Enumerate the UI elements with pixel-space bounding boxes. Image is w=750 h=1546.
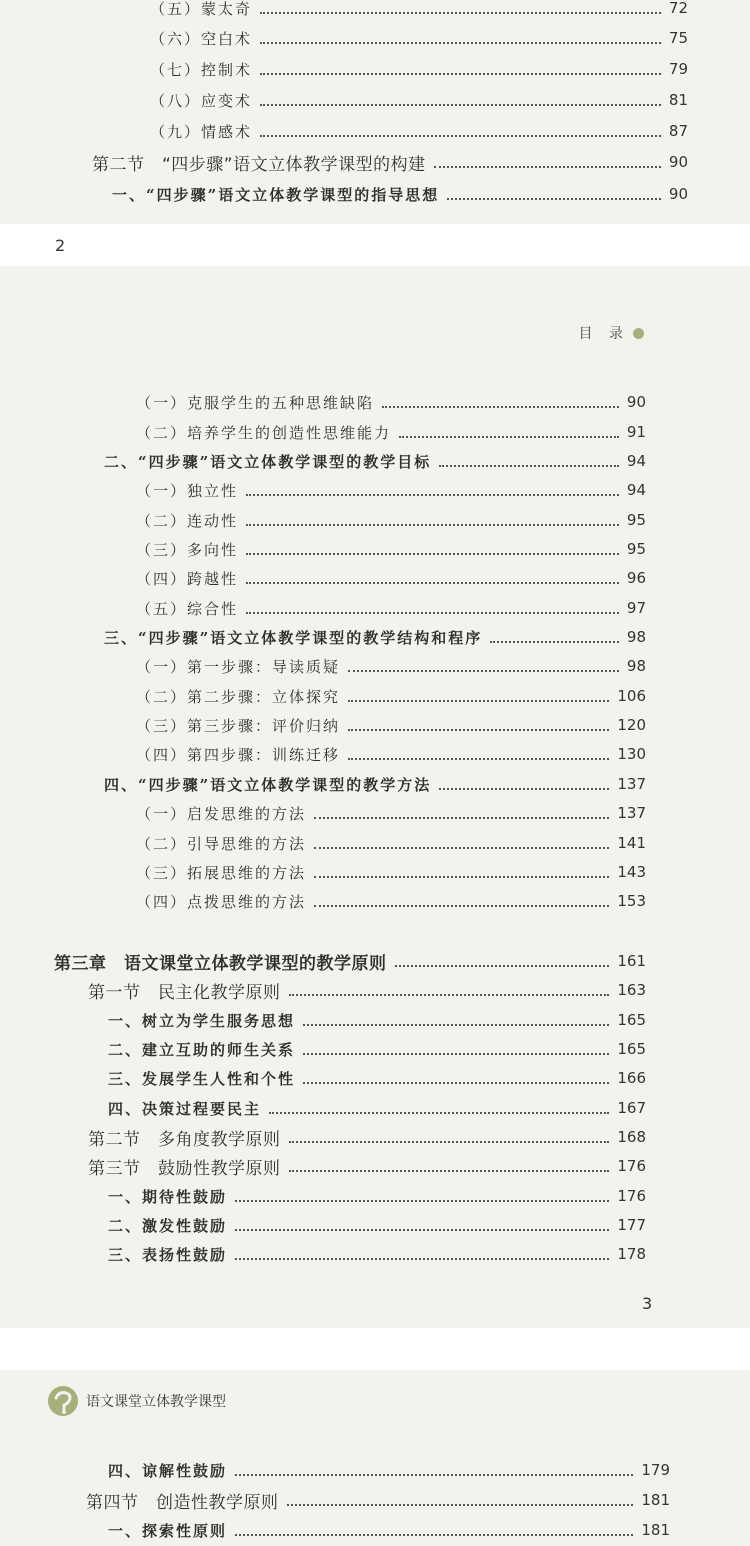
leader-dots bbox=[348, 729, 609, 731]
toc-entry-page: 91 bbox=[626, 423, 646, 441]
leader-dots bbox=[235, 1474, 633, 1476]
toc-entry-page: 106 bbox=[617, 687, 646, 705]
leader-dots bbox=[314, 847, 609, 849]
leader-dots bbox=[490, 641, 619, 643]
leader-dots bbox=[246, 553, 619, 555]
toc-entry-page: 176 bbox=[617, 1157, 646, 1175]
toc-entry-page: 178 bbox=[617, 1245, 646, 1263]
toc-entry-label: 一、“四步骤”语文立体教学课型的指导思想 bbox=[112, 185, 440, 204]
leader-dots bbox=[395, 965, 610, 967]
toc-entry-page: 177 bbox=[617, 1216, 646, 1234]
toc-entry-page: 72 bbox=[668, 0, 688, 17]
leader-dots bbox=[439, 788, 609, 790]
toc-entry-label: 一、探索性原则 bbox=[108, 1521, 228, 1540]
toc-entry[interactable] bbox=[136, 594, 646, 622]
toc-entry-label: 二、“四步骤”语文立体教学课型的教学目标 bbox=[104, 452, 432, 471]
leader-dots bbox=[348, 758, 609, 760]
toc-entry-label: 第四节 创造性教学原则 bbox=[86, 1492, 279, 1513]
toc-entry-label: （九）情感术 bbox=[150, 122, 253, 141]
toc-entry-label: （一）克服学生的五种思维缺陷 bbox=[136, 393, 375, 412]
toc-entry-label: 第一节 民主化教学原则 bbox=[88, 982, 281, 1003]
toc-entry[interactable] bbox=[150, 0, 688, 22]
toc-entry-label: （六）空白术 bbox=[150, 29, 253, 48]
toc-entry-label: 第二节 “四步骤”语文立体教学课型的构建 bbox=[92, 154, 426, 175]
toc-section-entry[interactable] bbox=[88, 1152, 646, 1180]
toc-entry[interactable] bbox=[136, 652, 646, 680]
book-logo-icon bbox=[46, 1384, 80, 1418]
leader-dots bbox=[235, 1229, 609, 1231]
toc-entry-page: 166 bbox=[617, 1069, 646, 1087]
leader-dots bbox=[287, 1504, 634, 1506]
toc-entry[interactable] bbox=[136, 711, 646, 739]
toc-entry[interactable] bbox=[108, 1182, 646, 1210]
toc-entry-page: 90 bbox=[668, 153, 688, 171]
toc-entry[interactable] bbox=[136, 388, 646, 416]
leader-dots bbox=[260, 104, 661, 106]
toc-entry-label: （二）第二步骤：立体探究 bbox=[136, 687, 341, 706]
toc-entry[interactable] bbox=[108, 1035, 646, 1063]
toc-entry-page: 96 bbox=[626, 569, 646, 587]
toc-entry-label: （四）点拨思维的方法 bbox=[136, 892, 307, 911]
toc-entry[interactable] bbox=[112, 180, 688, 208]
toc-entry-label: （七）控制术 bbox=[150, 60, 253, 79]
leader-dots bbox=[303, 1082, 609, 1084]
toc-entry-page: 75 bbox=[668, 29, 688, 47]
toc-entry-label: 四、“四步骤”语文立体教学课型的教学方法 bbox=[104, 775, 432, 794]
toc-entry[interactable] bbox=[136, 858, 646, 886]
toc-entry-page: 137 bbox=[617, 775, 646, 793]
leader-dots bbox=[289, 1141, 610, 1143]
toc-entry-label: （二）连动性 bbox=[136, 511, 239, 530]
leader-dots bbox=[246, 582, 619, 584]
toc-section-entry[interactable] bbox=[92, 148, 688, 176]
toc-entry-page: 97 bbox=[626, 599, 646, 617]
toc-entry[interactable] bbox=[104, 623, 646, 651]
leader-dots bbox=[246, 612, 619, 614]
toc-entry-label: 四、决策过程要民主 bbox=[108, 1099, 262, 1118]
toc-entry-page: 179 bbox=[641, 1461, 670, 1479]
toc-section-entry[interactable] bbox=[88, 976, 646, 1004]
toc-entry-page: 165 bbox=[617, 1011, 646, 1029]
toc-entry-label: 二、建立互助的师生关系 bbox=[108, 1040, 296, 1059]
leader-dots bbox=[235, 1200, 609, 1202]
toc-entry[interactable] bbox=[136, 506, 646, 534]
leader-dots bbox=[382, 406, 619, 408]
toc-entry-page: 165 bbox=[617, 1040, 646, 1058]
toc-entry-label: 第三章 语文课堂立体教学课型的教学原则 bbox=[54, 953, 387, 974]
toc-entry-page: 120 bbox=[617, 716, 646, 734]
page-number: 2 bbox=[55, 236, 66, 255]
toc-entry[interactable] bbox=[108, 1211, 646, 1239]
toc-entry[interactable] bbox=[136, 535, 646, 563]
leader-dots bbox=[447, 198, 661, 200]
toc-entry[interactable] bbox=[104, 447, 646, 475]
leader-dots bbox=[314, 876, 609, 878]
toc-entry[interactable] bbox=[108, 1064, 646, 1092]
toc-entry-label: （五）蒙太奇 bbox=[150, 0, 253, 18]
toc-entry[interactable] bbox=[150, 24, 688, 52]
toc-entry[interactable] bbox=[136, 829, 646, 857]
toc-entry[interactable] bbox=[104, 770, 646, 798]
toc-entry-page: 130 bbox=[617, 745, 646, 763]
toc-entry-label: 一、树立为学生服务思想 bbox=[108, 1011, 296, 1030]
toc-entry[interactable] bbox=[136, 418, 646, 446]
leader-dots bbox=[399, 436, 619, 438]
toc-entry-label: （三）拓展思维的方法 bbox=[136, 863, 307, 882]
toc-entry-label: （八）应变术 bbox=[150, 91, 253, 110]
toc-entry-page: 167 bbox=[617, 1099, 646, 1117]
toc-entry[interactable] bbox=[108, 1006, 646, 1034]
toc-entry[interactable] bbox=[136, 476, 646, 504]
toc-entry-page: 168 bbox=[617, 1128, 646, 1146]
toc-entry-label: （二）培养学生的创造性思维能力 bbox=[136, 423, 392, 442]
toc-entry-page: 143 bbox=[617, 863, 646, 881]
toc-entry-page: 141 bbox=[617, 834, 646, 852]
toc-entry-page: 161 bbox=[617, 952, 646, 970]
toc-entry-label: （三）第三步骤：评价归纳 bbox=[136, 716, 341, 735]
leader-dots bbox=[235, 1258, 609, 1260]
toc-entry[interactable] bbox=[136, 799, 646, 827]
toc-entry[interactable] bbox=[108, 1456, 670, 1484]
toc-section-entry[interactable] bbox=[86, 1486, 670, 1514]
leader-dots bbox=[303, 1053, 609, 1055]
toc-entry-page: 98 bbox=[626, 657, 646, 675]
leader-dots bbox=[260, 12, 661, 14]
toc-entry-label: 三、“四步骤”语文立体教学课型的教学结构和程序 bbox=[104, 628, 483, 647]
toc-entry-page: 79 bbox=[668, 60, 688, 78]
toc-entry-label: （四）跨越性 bbox=[136, 569, 239, 588]
toc-entry-page: 94 bbox=[626, 452, 646, 470]
toc-entry-page: 95 bbox=[626, 540, 646, 558]
toc-entry-page: 94 bbox=[626, 481, 646, 499]
toc-entry-label: 二、激发性鼓励 bbox=[108, 1216, 228, 1235]
toc-entry-page: 181 bbox=[641, 1521, 670, 1539]
toc-entry[interactable] bbox=[150, 55, 688, 83]
toc-entry[interactable] bbox=[136, 564, 646, 592]
running-head-text: 目 录 bbox=[578, 326, 629, 342]
leader-dots bbox=[260, 135, 661, 137]
leader-dots bbox=[314, 905, 609, 907]
leader-dots bbox=[348, 700, 609, 702]
toc-entry-page: 137 bbox=[617, 804, 646, 822]
leader-dots bbox=[314, 817, 609, 819]
leader-dots bbox=[269, 1112, 609, 1114]
toc-entry[interactable] bbox=[108, 1240, 646, 1268]
leader-dots bbox=[235, 1534, 633, 1536]
toc-entry[interactable] bbox=[150, 117, 688, 145]
toc-entry[interactable] bbox=[108, 1094, 646, 1122]
toc-entry-page: 163 bbox=[617, 981, 646, 999]
leader-dots bbox=[260, 73, 661, 75]
leader-dots bbox=[303, 1024, 609, 1026]
toc-entry-label: 一、期待性鼓励 bbox=[108, 1187, 228, 1206]
toc-entry-page: 153 bbox=[617, 892, 646, 910]
leader-dots bbox=[260, 42, 661, 44]
toc-entry-page: 87 bbox=[668, 122, 688, 140]
toc-entry-label: （五）综合性 bbox=[136, 599, 239, 618]
toc-entry-label: （一）独立性 bbox=[136, 481, 239, 500]
leader-dots bbox=[289, 1170, 610, 1172]
leader-dots bbox=[246, 494, 619, 496]
toc-entry-page: 81 bbox=[668, 91, 688, 109]
toc-entry-page: 95 bbox=[626, 511, 646, 529]
toc-entry-label: 第三节 鼓励性教学原则 bbox=[88, 1158, 281, 1179]
leader-dots bbox=[348, 670, 619, 672]
toc-section-entry[interactable] bbox=[88, 1123, 646, 1151]
toc-entry-label: 三、发展学生人性和个性 bbox=[108, 1069, 296, 1088]
toc-entry-label: 第二节 多角度教学原则 bbox=[88, 1129, 281, 1150]
toc-chapter-entry[interactable] bbox=[54, 947, 646, 975]
toc-entry-label: （二）引导思维的方法 bbox=[136, 834, 307, 853]
toc-entry[interactable] bbox=[150, 86, 688, 114]
running-head bbox=[579, 323, 644, 343]
toc-entry-label: 四、谅解性鼓励 bbox=[108, 1461, 228, 1480]
leader-dots bbox=[289, 994, 610, 996]
toc-entry-page: 181 bbox=[641, 1491, 670, 1509]
toc-entry-label: （三）多向性 bbox=[136, 540, 239, 559]
toc-entry-label: （四）第四步骤：训练迁移 bbox=[136, 745, 341, 764]
toc-entry-page: 90 bbox=[668, 185, 688, 203]
toc-entry-page: 98 bbox=[626, 628, 646, 646]
toc-entry[interactable] bbox=[136, 887, 646, 915]
toc-entry[interactable] bbox=[136, 682, 646, 710]
toc-entry-label: （一）启发思维的方法 bbox=[136, 804, 307, 823]
toc-entry-page: 90 bbox=[626, 393, 646, 411]
toc-entry[interactable] bbox=[136, 740, 646, 768]
bullet-dot-icon bbox=[633, 328, 644, 339]
page-number: 3 bbox=[642, 1294, 653, 1313]
toc-entry-page: 176 bbox=[617, 1187, 646, 1205]
leader-dots bbox=[246, 524, 619, 526]
book-title: 语文课堂立体教学课型 bbox=[86, 1394, 226, 1410]
toc-entry-label: 三、表扬性鼓励 bbox=[108, 1245, 228, 1264]
leader-dots bbox=[439, 465, 619, 467]
running-head-book bbox=[46, 1384, 226, 1418]
leader-dots bbox=[434, 166, 661, 168]
toc-entry[interactable] bbox=[108, 1516, 670, 1544]
toc-entry-label: （一）第一步骤：导读质疑 bbox=[136, 657, 341, 676]
